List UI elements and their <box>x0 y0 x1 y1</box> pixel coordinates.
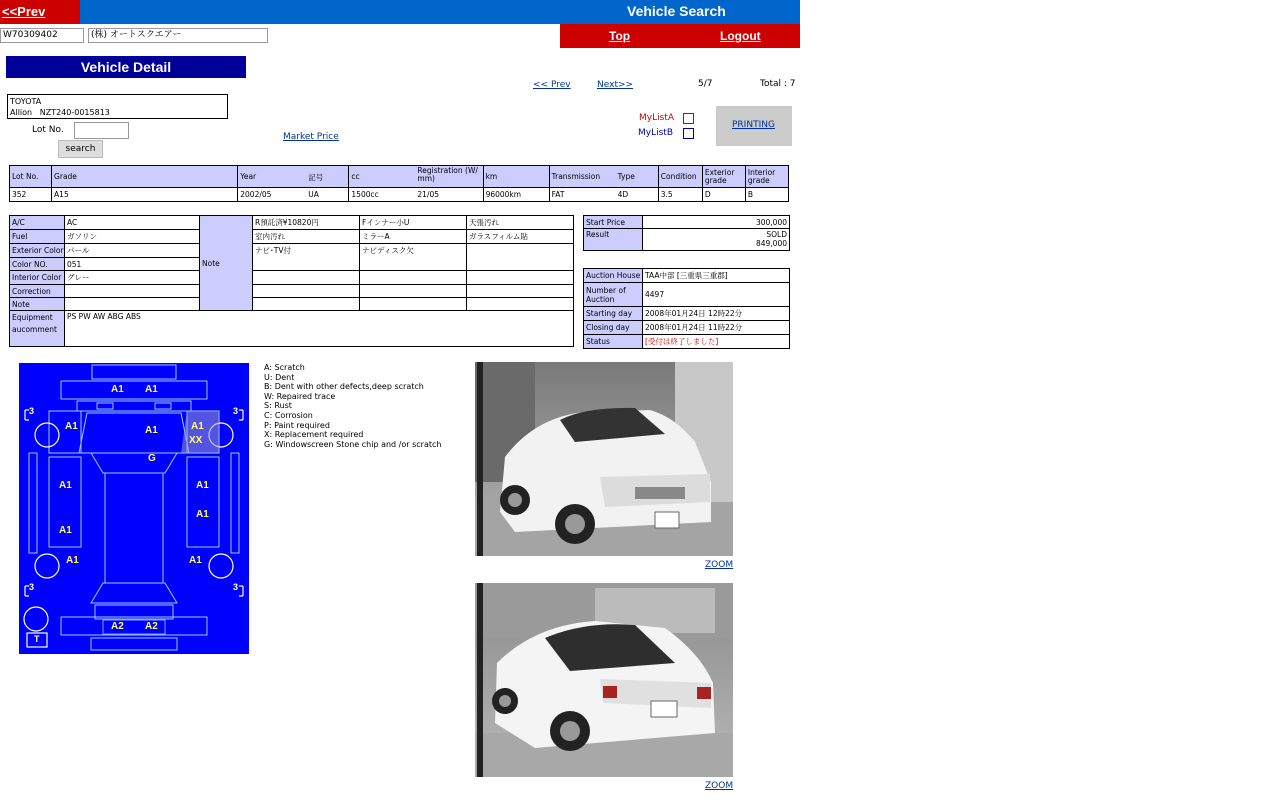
nav-bar <box>560 24 800 48</box>
result-value <box>643 229 790 251</box>
vehicle-model: Allion NZT240-0015813 <box>10 108 110 117</box>
col-grade: Grade <box>52 166 238 188</box>
result-status: SOLD <box>766 230 787 239</box>
val-transmission <box>549 188 658 202</box>
col-code: 記号 <box>308 173 324 182</box>
record-position: 5/7 <box>698 79 713 89</box>
top-link[interactable]: Top <box>609 29 631 43</box>
aucomment-label: aucomment <box>12 325 57 334</box>
legend-item: P: Paint required <box>264 420 330 430</box>
mark-a1: A1 <box>111 384 124 395</box>
col-condition: Condition <box>658 166 702 188</box>
correction-label: Correction <box>10 285 65 298</box>
legend-item: G: Windowscreen Stone chip and /or scratch <box>264 439 442 449</box>
closing-label: Closing day <box>584 321 643 335</box>
col-exterior-grade: Exterior grade <box>702 166 745 188</box>
vehicle-make: TOYOTA <box>10 97 42 106</box>
mark-a1: A1 <box>191 421 204 432</box>
note-cell <box>360 285 467 298</box>
mark-a1: A1 <box>189 555 202 566</box>
note-cell <box>360 271 467 285</box>
page-title: Vehicle Search <box>627 3 726 19</box>
val-year-text: 2002/05 <box>240 190 272 199</box>
vehicle-id-box <box>7 94 228 119</box>
note-cell: Fインナー小U <box>360 216 467 230</box>
equipment-label <box>10 311 65 347</box>
col-transmission-label: Transmission <box>551 172 601 181</box>
mark-a1: A1 <box>145 425 158 436</box>
val-interior-grade: B <box>745 188 788 202</box>
col-type: Type <box>617 172 635 181</box>
fuel-label: Fuel <box>10 230 65 244</box>
house-value: TAA中部 [三重県三重郡] <box>643 269 790 283</box>
car-front-image <box>475 362 733 556</box>
house-label: Auction House <box>584 269 643 283</box>
ac-value: AC <box>65 216 200 230</box>
note-cell: ミラーA <box>360 230 467 244</box>
note-cell <box>467 285 574 298</box>
number-label: Number of Auction <box>584 283 643 307</box>
col-transmission <box>549 166 658 188</box>
user-id-field[interactable]: W70309402 <box>0 28 84 43</box>
lot-no-label: Lot No. <box>32 125 64 135</box>
note-cell <box>253 271 360 285</box>
wheel-mark: 3 <box>233 582 239 592</box>
val-code: UA <box>308 190 319 199</box>
printing-panel <box>716 106 792 146</box>
mark-g: G <box>148 453 156 464</box>
zoom-link-front[interactable]: ZOOM <box>705 560 734 570</box>
mark-a2: A2 <box>145 621 158 632</box>
market-price-link[interactable]: Market Price <box>283 132 339 142</box>
price-table <box>583 215 790 251</box>
start-price-value: 300,000 <box>643 216 790 229</box>
logout-link[interactable]: Logout <box>720 29 761 43</box>
note-value <box>65 298 200 311</box>
legend-item: W: Repaired trace <box>264 391 336 401</box>
col-interior-grade: Interior grade <box>745 166 788 188</box>
company-field[interactable]: (株) オートスクエアー <box>88 28 268 43</box>
ext-color-label: Exterior Color <box>10 244 65 258</box>
col-year-label: Year <box>240 172 257 181</box>
val-type: 4D <box>617 190 629 199</box>
mark-xx: XX <box>189 435 203 446</box>
search-button[interactable]: search <box>58 140 103 158</box>
mark-a1: A1 <box>59 525 72 536</box>
mark-a1: A1 <box>66 555 79 566</box>
mark-a1: A1 <box>65 421 78 432</box>
correction-value <box>65 285 200 298</box>
number-value: 4497 <box>643 283 790 307</box>
legend-item: B: Dent with other defects,deep scratch <box>264 382 424 392</box>
legend-item: X: Replacement required <box>264 430 364 440</box>
col-cc-label: cc <box>351 172 360 181</box>
prev-link[interactable]: <<Prev <box>2 4 46 19</box>
equipment-value: PS PW AW ABG ABS <box>65 311 574 347</box>
wheel-mark: 3 <box>29 582 35 592</box>
note-cell <box>253 298 360 311</box>
fuel-value: ガソリン <box>65 230 200 244</box>
mark-a1: A1 <box>145 384 158 395</box>
record-total: Total : 7 <box>760 79 796 89</box>
col-lot-no: Lot No. <box>10 166 52 188</box>
int-color-label: Interior Color <box>10 271 65 285</box>
note-cell <box>467 271 574 285</box>
val-cc <box>349 188 483 202</box>
col-km: km <box>483 166 549 188</box>
legend-item: S: Rust <box>264 401 292 411</box>
mark-a2: A2 <box>111 621 124 632</box>
legend-item: U: Dent <box>264 372 295 382</box>
mark-a1: A1 <box>196 480 209 491</box>
note-cell: 天張汚れ <box>467 216 574 230</box>
zoom-link-rear[interactable]: ZOOM <box>705 781 734 791</box>
detail-heading: Vehicle Detail <box>6 56 246 78</box>
equipment-label-text: Equipment <box>12 313 53 322</box>
color-no-value: 051 <box>65 258 200 271</box>
int-color-value: グレー <box>65 271 200 285</box>
color-no-label: Color NO. <box>10 258 65 271</box>
note-side-label: Note <box>200 216 253 311</box>
car-rear-image <box>475 583 733 777</box>
wheel-mark: 3 <box>29 406 35 416</box>
col-cc <box>349 166 483 188</box>
val-cc-text: 1500cc <box>351 190 379 199</box>
mark-a1: A1 <box>59 480 72 491</box>
note-cell <box>467 244 574 271</box>
defect-legend <box>264 363 441 449</box>
result-label: Result <box>584 229 643 251</box>
vehicle-photo-front[interactable] <box>475 362 733 556</box>
result-price: 849,000 <box>755 239 787 248</box>
val-km: 96000km <box>483 188 549 202</box>
val-transmission-text: FAT <box>551 190 565 199</box>
starting-value: 2008年01月24日 12時22分 <box>643 307 790 321</box>
ac-label: A/C <box>10 216 65 230</box>
note-label: Note <box>10 298 65 311</box>
prev-bar <box>0 0 80 24</box>
note-cell <box>467 298 574 311</box>
legend-item: A: Scratch <box>264 363 305 372</box>
status-label: Status <box>584 335 643 349</box>
starting-label: Starting day <box>584 307 643 321</box>
prev-record-link[interactable]: << Prev <box>533 80 571 90</box>
val-condition: 3.5 <box>658 188 702 202</box>
auction-table <box>583 268 790 349</box>
col-registration: Registration (W/ mm) <box>417 166 478 183</box>
val-year <box>238 188 349 202</box>
summary-value-row <box>10 188 789 202</box>
specs-table <box>9 215 574 347</box>
val-lot-no: 352 <box>10 188 52 202</box>
mark-a1: A1 <box>196 509 209 520</box>
note-cell: 室内汚れ <box>253 230 360 244</box>
printing-link[interactable]: PRINTING <box>732 120 775 130</box>
note-cell: ガラスフィルム貼 <box>467 230 574 244</box>
status-value: [受付は終了しました] <box>643 335 790 349</box>
car-outline <box>19 363 249 654</box>
mylist-a-label: MyListA <box>639 113 674 123</box>
note-cell: R預託済¥10820円 <box>253 216 360 230</box>
title-bar <box>80 0 800 24</box>
mylist-a-checkbox[interactable] <box>683 113 694 124</box>
condition-diagram <box>19 363 249 654</box>
wheel-mark: 3 <box>233 406 239 416</box>
wheel-mark: T <box>34 634 40 644</box>
closing-value: 2008年01月24日 11時22分 <box>643 321 790 335</box>
note-cell: ナビディスク欠 <box>360 244 467 271</box>
summary-table <box>9 165 789 202</box>
val-grade: A15 <box>52 188 238 202</box>
vehicle-photo-rear[interactable] <box>475 583 733 777</box>
lot-no-input[interactable] <box>74 122 129 139</box>
note-cell <box>360 298 467 311</box>
note-cell: ナビ･TV付 <box>253 244 360 271</box>
legend-item: C: Corrosion <box>264 410 313 420</box>
ext-color-value: パール <box>65 244 200 258</box>
val-exterior-grade: D <box>702 188 745 202</box>
note-cell <box>253 285 360 298</box>
mylist-b-label: MyListB <box>638 128 673 138</box>
col-year <box>238 166 349 188</box>
mylist-b-checkbox[interactable] <box>683 128 694 139</box>
next-record-link[interactable]: Next>> <box>597 80 634 90</box>
summary-header-row <box>10 166 789 188</box>
start-price-label: Start Price <box>584 216 643 229</box>
val-registration: 21/05 <box>417 190 440 199</box>
